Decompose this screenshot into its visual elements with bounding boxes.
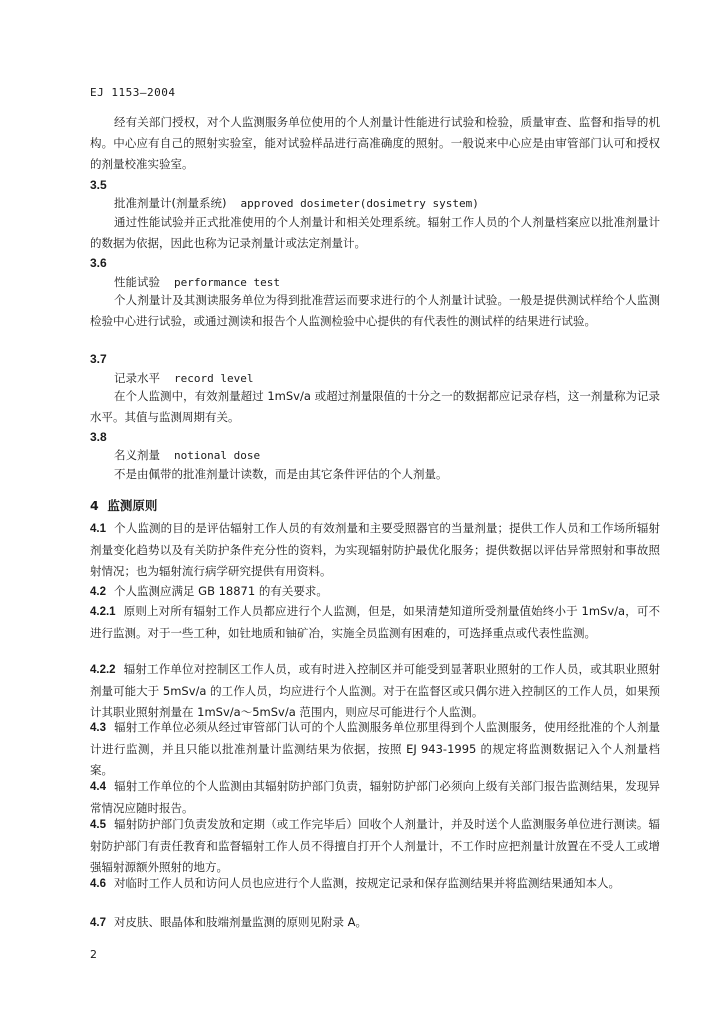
def-number: 3.6: [90, 256, 107, 270]
intro-paragraph: 经有关部门授权，对个人监测服务单位使用的个人剂量计性能进行试验和检验，质量审查、监督和指导的机构。中心应有自己的照射实验室，能对试验样品进行高准确度的照射。一般说来中心应是由审管部门认可和授权的剂量校准实验室。: [90, 115, 660, 171]
clause-number: 4.2: [90, 586, 106, 598]
clause-text: 辐射工作单位对控制区工作人员，或有时进入控制区并可能受到显著职业照射的工作人员，或其职业照射剂量可能大于 5mSv/a 的工作人员，均应进行个人监测。对于在监督区或只偶尔进入控制区的工作人员，如果预计其职业照射剂量在 1mSv/a～5mSv/a 范围内，则应尽可能进行个人监测。: [90, 662, 660, 719]
def-term-en: notional dose: [174, 449, 261, 462]
clause-text: 辐射工作单位的个人监测由其辐射防护部门负责，辐射防护部门必须向上级有关部门报告监测结果，发现异常情况应随时报告。: [90, 779, 660, 815]
def-term: [114, 447, 260, 463]
clause-number: 4.3: [90, 722, 106, 734]
section-heading: [90, 496, 157, 514]
def-text: 通过性能试验并正式批准使用的个人剂量计和相关处理系统。辐射工作人员的个人剂量档案应以批准剂量计的数据为依据，因此也称为记录剂量计或法定剂量计。: [90, 215, 660, 250]
clause-text: 对皮肤、眼晶体和肢端剂量监测的原则见附录 A。: [114, 915, 368, 929]
clause-text: 个人监测应满足 GB 18871 的有关要求。: [114, 584, 328, 598]
def-number: 3.7: [90, 352, 107, 366]
clause-number: 4.1: [90, 523, 106, 535]
clause-text: 原则上对所有辐射工作人员都应进行个人监测，但是，如果清楚知道所受剂量值始终小于 1mSv/a，可不进行监测。对于一些工种，如钍地质和铀矿冶，实施全员监测有困难的，可选择重点或代表性监测。: [90, 604, 660, 640]
clause-number: 4.4: [90, 781, 106, 793]
def-term-zh: 记录水平: [114, 371, 160, 385]
clause-4-7: [90, 912, 660, 934]
clause-number: 4.5: [90, 819, 106, 831]
def-term-zh: 性能试验: [114, 275, 160, 289]
def-number: 3.5: [90, 178, 107, 192]
clause-text: 对临时工作人员和访问人员也应进行个人监测，按规定记录和保存监测结果并将监测结果通知本人。: [114, 876, 620, 890]
clause-number: 4.2.1: [90, 606, 116, 618]
def-text: 个人剂量计及其测读服务单位为得到批准营运而要求进行的个人剂量计试验。一般是提供测试样给个人监测检验中心进行试验，或通过测读和报告个人监测检验中心提供的有代表性的测试样的结果进行试验。: [90, 293, 660, 328]
def-term: [114, 195, 479, 211]
def-term: [114, 370, 253, 386]
clause-text: 辐射防护部门负责发放和定期（或工作完毕后）回收个人剂量计，并及时送个人监测服务单位进行测读。辐射防护部门有责任教育和监督辐射工作人员不得擅自打开个人剂量计，不工作时应把剂量计放置在不受人工或增强辐射源额外照射的地方。: [90, 817, 660, 874]
clause-number: 4.7: [90, 917, 106, 929]
section-number: 4: [90, 498, 99, 513]
clause-text: 个人监测的目的是评估辐射工作人员的有效剂量和主要受照器官的当量剂量；提供工作人员和工作场所辐射剂量变化趋势以及有关防护条件充分性的资料，为实现辐射防护最优化服务；提供数据以评估异常照射和事故照射情况；也为辐射流行病学研究提供有用资料。: [90, 521, 660, 578]
clause-4-2-2: [90, 659, 660, 723]
def-term-en: approved dosimeter(dosimetry system): [240, 197, 479, 210]
clause-number: 4.2.2: [90, 664, 116, 676]
clause-4-6: [90, 873, 660, 895]
def-term: [114, 274, 280, 290]
def-text: 在个人监测中，有效剂量超过 1mSv/a 或超过剂量限值的十分之一的数据都应记录存档，这一剂量称为记录水平。其值与监测周期有关。: [90, 389, 660, 424]
clause-number: 4.6: [90, 878, 106, 890]
def-term-en: record level: [174, 372, 254, 385]
clause-4-1: [90, 518, 660, 582]
def-term-en: performance test: [174, 276, 280, 289]
page-number: 2: [90, 948, 97, 961]
clause-4-2-1: [90, 601, 660, 644]
clause-text: 辐射工作单位必须从经过审管部门认可的个人监测服务单位那里得到个人监测服务，使用经批准的个人剂量计进行监测，并且只能以批准剂量计监测结果为依据，按照 EJ 943-1995 的规定将监测数据记入个人剂量档案。: [90, 720, 660, 777]
def-term-zh: 名义剂量: [114, 448, 160, 462]
section-title: 监测原则: [107, 498, 158, 513]
clause-4-3: [90, 717, 660, 781]
standard-header: EJ 1153—2004: [90, 86, 176, 99]
def-term-zh: 批准剂量计(剂量系统): [114, 196, 227, 210]
clause-4-5: [90, 814, 660, 878]
def-text: 不是由佩带的批准剂量计读数，而是由其它条件评估的个人剂量。: [114, 467, 448, 481]
clause-4-4: [90, 776, 660, 819]
clause-4-2: [90, 581, 660, 603]
def-number: 3.8: [90, 430, 107, 444]
